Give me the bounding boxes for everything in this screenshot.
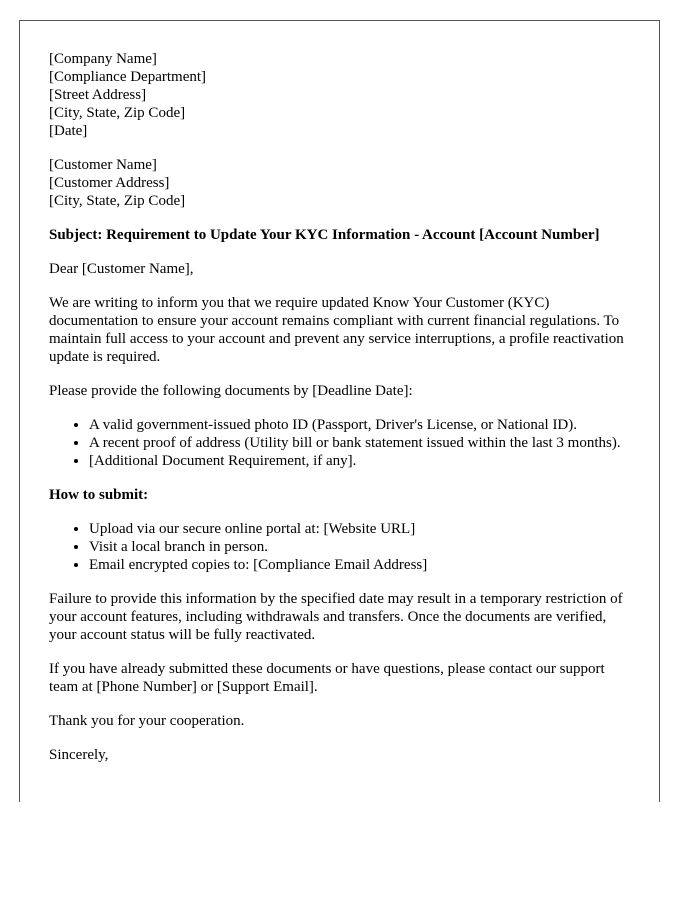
list-item: • [Additional Document Requirement, if any]. xyxy=(89,452,630,470)
sender-company: [Company Name] xyxy=(49,51,157,67)
list-item: • Visit a local branch in person. xyxy=(89,538,630,556)
documents-intro: Please provide the following documents by [Deadline Date]: xyxy=(49,383,413,399)
sender-street: [Street Address] xyxy=(49,87,147,103)
documents-list xyxy=(49,416,630,470)
list-item: • Email encrypted copies to: [Compliance Email Address] xyxy=(89,556,630,574)
recipient-city: [City, State, Zip Code] xyxy=(49,193,186,209)
intro-paragraph: We are writing to inform you that we require updated Know Your Customer (KYC) documentation to ensure your account remains compliant with current financial regulations. To maintain full access to your account and prevent any service interruptions, a profile reactivation update is required. xyxy=(49,295,624,365)
letter-date: [Date] xyxy=(49,123,88,139)
sender-city: [City, State, Zip Code] xyxy=(49,105,186,121)
contact-paragraph: If you have already submitted these documents or have questions, please contact our support team at [Phone Number] or [Support Email]. xyxy=(49,661,605,695)
letter-document xyxy=(19,20,660,802)
sender-department: [Compliance Department] xyxy=(49,69,207,85)
failure-paragraph: Failure to provide this information by the specified date may result in a temporary restriction of your account features, including withdrawals and transfers. Once the documents are verified, your account status will be fully reactivated. xyxy=(49,591,623,643)
recipient-name: [Customer Name] xyxy=(49,157,157,173)
submit-heading: How to submit: xyxy=(49,487,149,503)
recipient-address: [Customer Address] xyxy=(49,175,170,191)
subject-line: Subject: Requirement to Update Your KYC Information - Account [Account Number] xyxy=(49,227,600,243)
thanks-line: Thank you for your cooperation. xyxy=(49,713,245,729)
recipient-address-block xyxy=(49,156,630,210)
submit-methods-list xyxy=(49,520,630,574)
sender-address-block xyxy=(49,50,630,140)
list-item: • A recent proof of address (Utility bill or bank statement issued within the last 3 months). xyxy=(89,434,630,452)
closing-line: Sincerely, xyxy=(49,747,109,763)
salutation: Dear [Customer Name], xyxy=(49,261,194,277)
list-item: • A valid government-issued photo ID (Passport, Driver's License, or National ID). xyxy=(89,416,630,434)
list-item: • Upload via our secure online portal at: [Website URL] xyxy=(89,520,630,538)
